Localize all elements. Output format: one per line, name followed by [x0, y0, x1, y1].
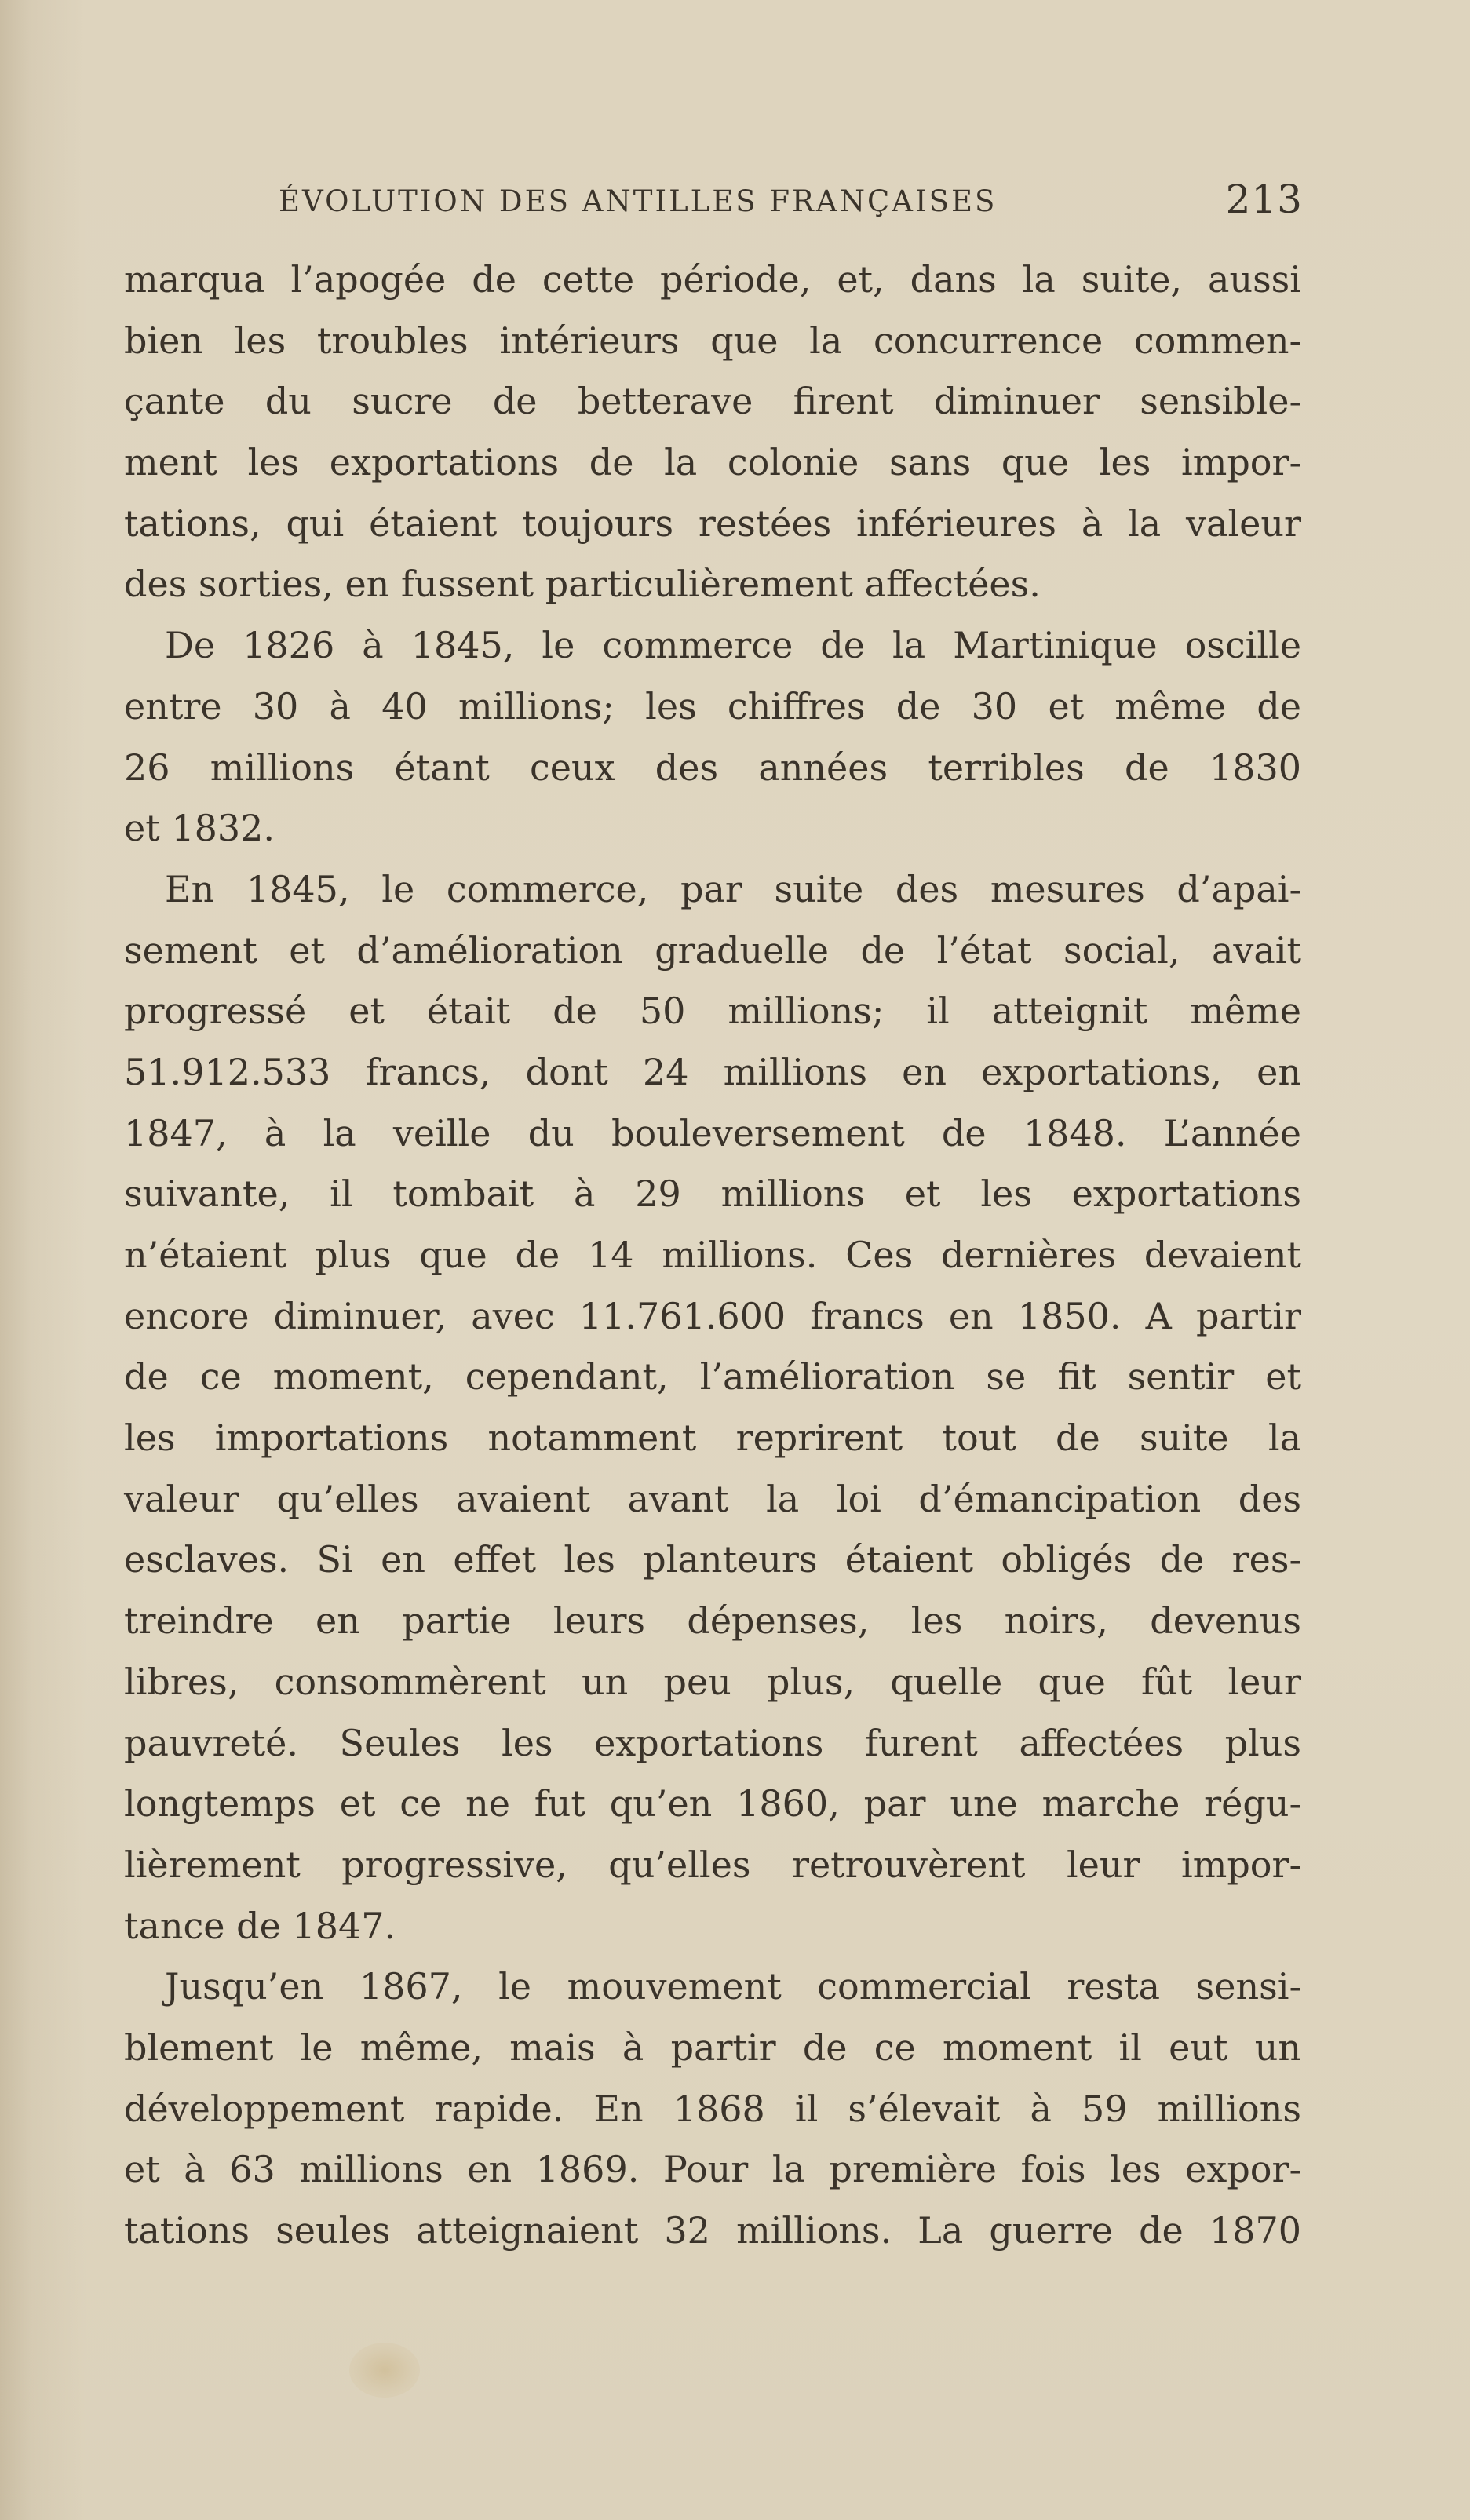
page-number: 213 [1225, 177, 1303, 222]
text-line: ment les exportations de la colonie sans que les impor- [124, 441, 1301, 484]
text-line: tations, qui étaient toujours restées inférieures à la valeur [124, 501, 1301, 545]
text-line: Jusqu’en 1867, le mouvement commercial resta sensi- [165, 1965, 1301, 2008]
running-title: ÉVOLUTION DES ANTILLES FRANÇAISES [279, 184, 998, 218]
text-line: n’étaient plus que de 14 millions. Ces dernières devaient [124, 1234, 1301, 1276]
text-line: progressé et était de 50 millions; il atteignit même [124, 990, 1301, 1033]
text-line: lièrement progressive, qu’elles retrouvèrent leur impor- [124, 1843, 1301, 1886]
text-line: les importations notamment reprirent tout de suite la [124, 1417, 1301, 1460]
text-line: 51.912.533 francs, dont 24 millions en exportations, en [124, 1050, 1301, 1093]
text-line: En 1845, le commerce, par suite des mesures d’apai- [165, 867, 1301, 910]
text-line: blement le même, mais à partir de ce moment il eut un [124, 2026, 1301, 2069]
body-text [124, 250, 1301, 2262]
text-line: valeur qu’elles avaient avant la loi d’émancipation des [124, 1477, 1301, 1520]
text-line: tance de 1847. [124, 1904, 396, 1947]
paragraph [124, 1957, 1301, 2261]
text-line: des sorties, en fussent particulièrement affectées. [124, 563, 1041, 606]
text-line: çante du sucre de betterave firent diminuer sensible- [124, 380, 1301, 423]
text-line: 26 millions étant ceux des années terribles de 1830 [124, 746, 1301, 789]
page-header [279, 177, 1303, 232]
text-line: 1847, à la veille du bouleversement de 1848. L’année [124, 1111, 1301, 1154]
text-line: encore diminuer, avec 11.761.600 francs en 1850. A partir [124, 1294, 1301, 1337]
text-line: développement rapide. En 1868 il s’élevait à 59 millions [124, 2087, 1301, 2130]
paragraph [124, 615, 1301, 859]
paragraph [124, 859, 1301, 1957]
text-line: treindre en partie leurs dépenses, les noirs, devenus [124, 1599, 1301, 1643]
paragraph [124, 250, 1301, 615]
text-line: pauvreté. Seules les exportations furent affectées plus [124, 1721, 1301, 1764]
text-line: tations seules atteignaient 32 millions. La guerre de 1870 [124, 2209, 1301, 2252]
text-line: esclaves. Si en effet les planteurs étaient obligés de res- [124, 1538, 1301, 1581]
text-line: marqua l’apogée de cette période, et, dans la suite, aussi [124, 258, 1301, 301]
text-line: suivante, il tombait à 29 millions et les exportations [124, 1172, 1301, 1216]
text-line: libres, consommèrent un peu plus, quelle que fût leur [124, 1660, 1301, 1703]
text-line: et 1832. [124, 807, 275, 850]
text-line: entre 30 à 40 millions; les chiffres de 30 et même de [124, 684, 1301, 728]
text-line: sement et d’amélioration graduelle de l’état social, avait [124, 928, 1301, 972]
text-line: et à 63 millions en 1869. Pour la première fois les expor- [124, 2148, 1301, 2191]
text-line: bien les troubles intérieurs que la concurrence commen- [124, 319, 1301, 362]
paper-stain [349, 2343, 420, 2398]
text-line: de ce moment, cependant, l’amélioration se fit sentir et [124, 1355, 1301, 1399]
text-line: De 1826 à 1845, le commerce de la Martinique oscille [165, 624, 1301, 667]
text-line: longtemps et ce ne fut qu’en 1860, par une marche régu- [124, 1782, 1301, 1825]
